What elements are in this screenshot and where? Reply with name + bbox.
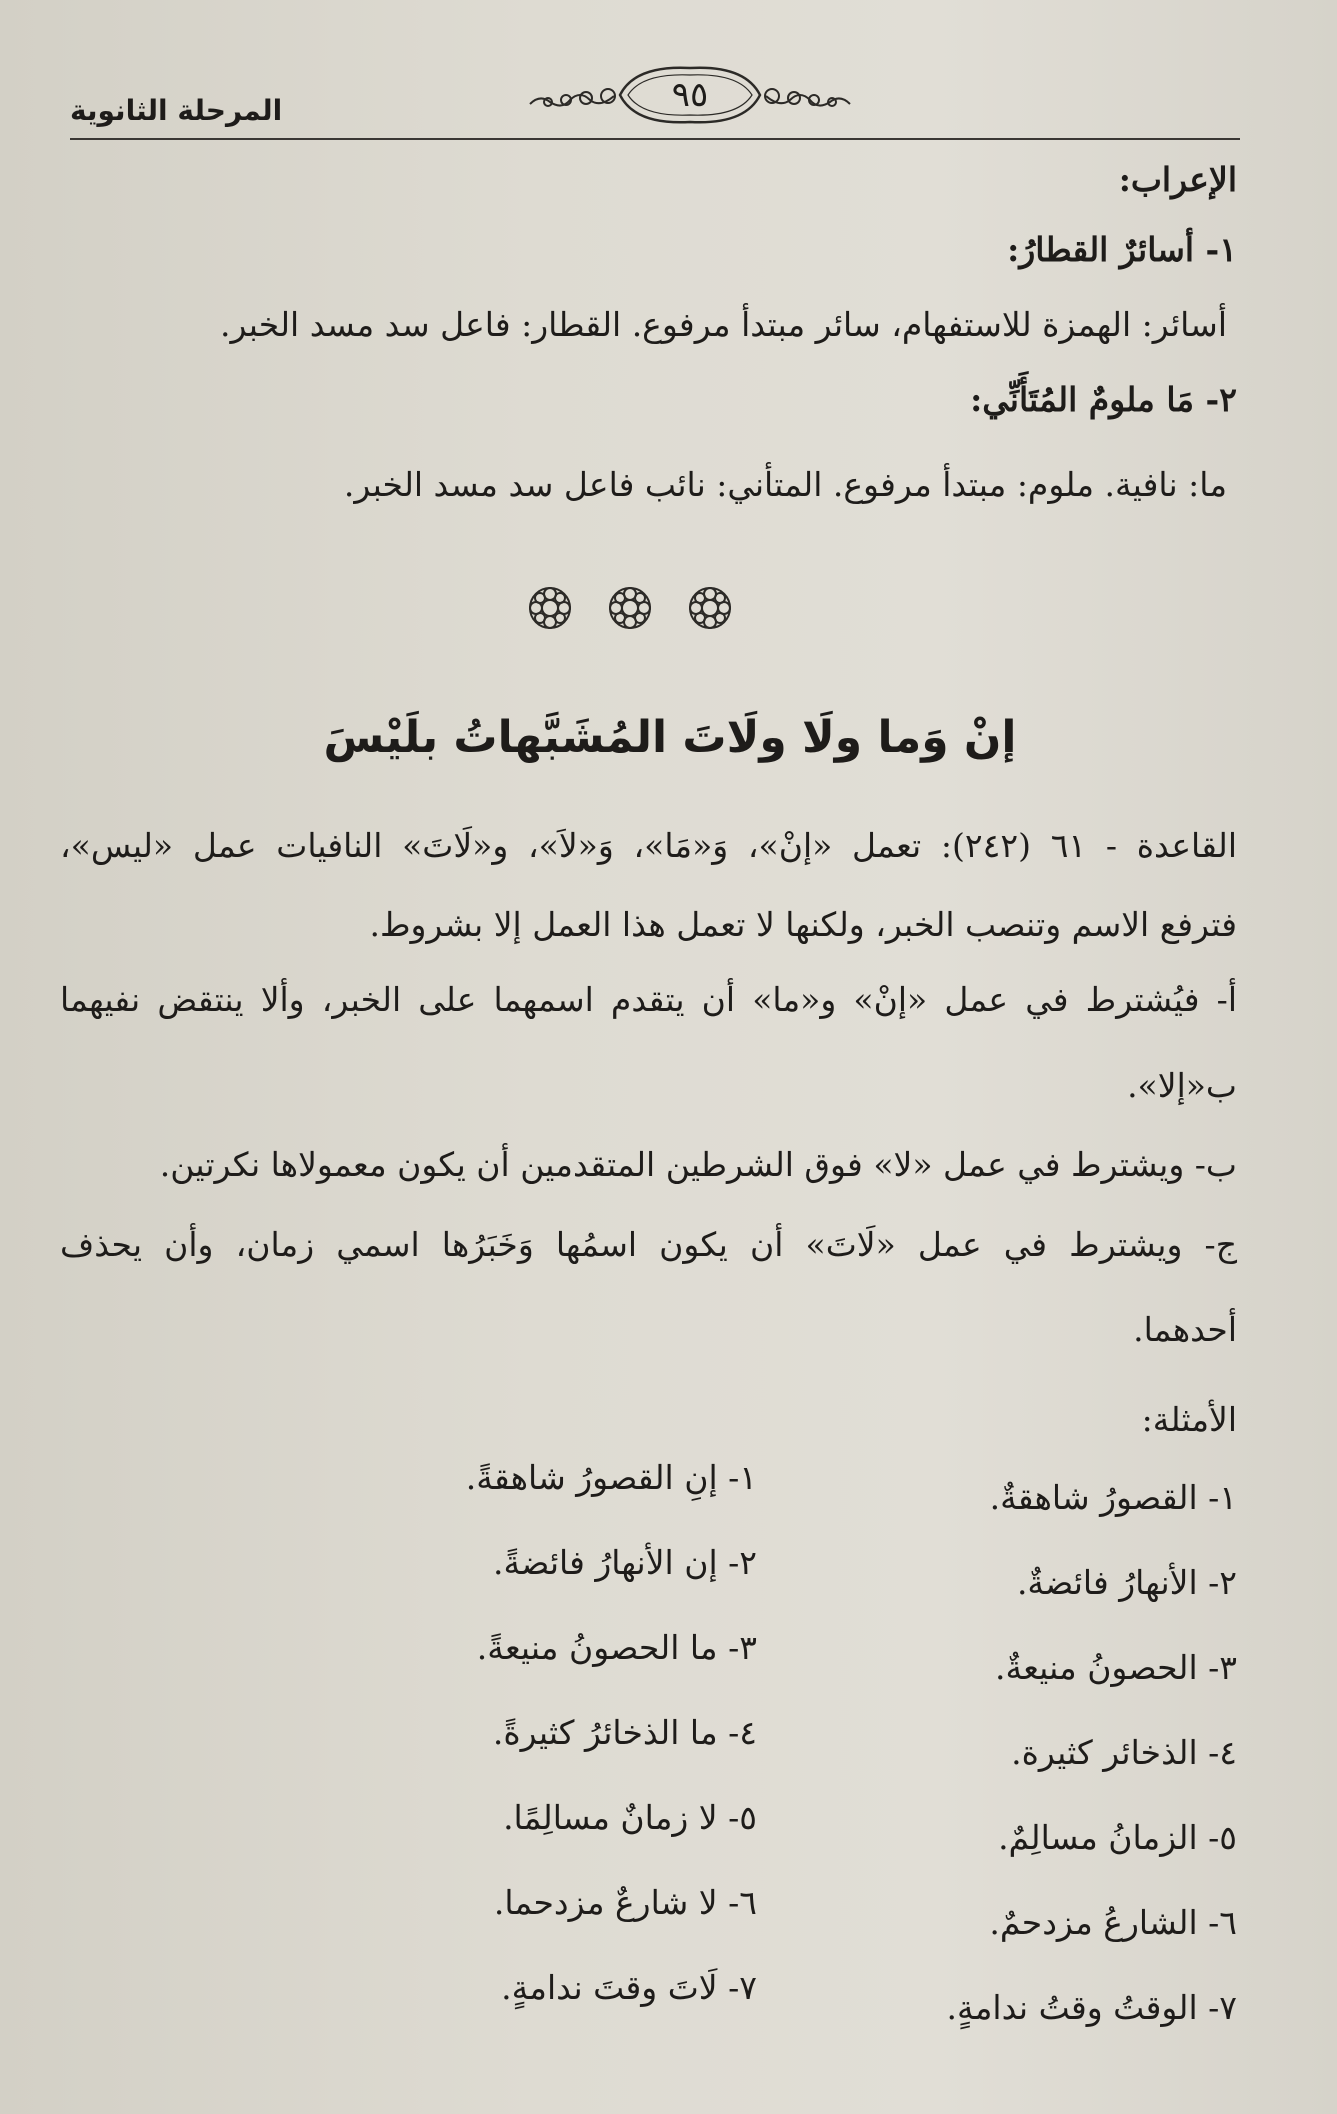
example-left-5: ٥- لا زمانٌ مسالِمًا. bbox=[503, 1798, 757, 1837]
rule-line-4: ب«إلا». bbox=[1127, 1066, 1237, 1105]
rule-line-1: القاعدة - ٦١ (٢٤٢): تعمل «إنْ»، وَ«مَا»، وَ«لاَ»، و«لَاتَ» النافيات عمل «ليس»، bbox=[60, 826, 1237, 865]
example-left-4: ٤- ما الذخائرُ كثيرةً. bbox=[492, 1713, 757, 1752]
line-analysis-1: أسائر: الهمزة للاستفهام، سائر مبتدأ مرفوع. القطار: فاعل سد مسد الخبر. bbox=[220, 305, 1227, 344]
example-right-3: ٣- الحصونُ منيعةٌ. bbox=[995, 1648, 1237, 1687]
line-example-2: ٢- مَا ملومٌ المُتَأَنِّي: bbox=[970, 380, 1237, 419]
rule-line-2: فترفع الاسم وتنصب الخبر، ولكنها لا تعمل هذا العمل إلا بشروط. bbox=[369, 905, 1237, 944]
flower-ornament-icon bbox=[515, 578, 745, 638]
example-right-6: ٦- الشارعُ مزدحمٌ. bbox=[989, 1903, 1237, 1942]
rule-line-7: أحدهما. bbox=[1133, 1310, 1237, 1349]
rule-line-6: ج- ويشترط في عمل «لَاتَ» أن يكون اسمُها وَخَبَرُها اسمي زمان، وأن يحذف bbox=[60, 1225, 1237, 1264]
example-left-7: ٧- لَاتَ وقتَ ندامةٍ. bbox=[501, 1968, 757, 2007]
section-title: إنْ وَما ولَا ولَاتَ المُشَبَّهاتُ بلَيْسَ bbox=[323, 712, 1017, 763]
example-right-5: ٥- الزمانُ مسالِمٌ. bbox=[998, 1818, 1237, 1857]
running-head: المرحلة الثانوية bbox=[70, 94, 283, 127]
line-analysis-2: ما: نافية. ملوم: مبتدأ مرفوع. المتأني: نائب فاعل سد مسد الخبر. bbox=[343, 465, 1227, 504]
example-left-3: ٣- ما الحصونُ منيعةً. bbox=[476, 1628, 757, 1667]
page-number-cartouche bbox=[510, 60, 870, 130]
page-header bbox=[70, 60, 1240, 140]
example-left-6: ٦- لا شارعٌ مزدحما. bbox=[493, 1883, 757, 1922]
example-right-1: ١- القصورُ شاهقةٌ. bbox=[989, 1478, 1237, 1517]
examples-label: الأمثلة: bbox=[1141, 1400, 1237, 1439]
page-number: ٩٥ bbox=[671, 75, 709, 115]
line-irab: الإعراب: bbox=[1118, 160, 1237, 199]
rule-line-5: ب- ويشترط في عمل «لا» فوق الشرطين المتقدمين أن يكون معمولاها نكرتين. bbox=[159, 1145, 1237, 1184]
example-right-7: ٧- الوقتُ وقتُ ندامةٍ. bbox=[946, 1988, 1237, 2027]
example-right-4: ٤- الذخائر كثيرة. bbox=[1011, 1733, 1237, 1772]
example-left-1: ١- إنِ القصورُ شاهقةً. bbox=[465, 1458, 757, 1497]
line-example-1: ١- أسائرٌ القطارُ: bbox=[1007, 230, 1237, 269]
rule-line-3: أ- فيُشترط في عمل «إنْ» و«ما» أن يتقدم اسمهما على الخبر، وألا ينتقض نفيهما bbox=[60, 980, 1237, 1019]
example-left-2: ٢- إن الأنهارُ فائضةً. bbox=[493, 1543, 757, 1582]
example-right-2: ٢- الأنهارُ فائضةٌ. bbox=[1016, 1563, 1237, 1602]
header-rule bbox=[70, 138, 1240, 140]
